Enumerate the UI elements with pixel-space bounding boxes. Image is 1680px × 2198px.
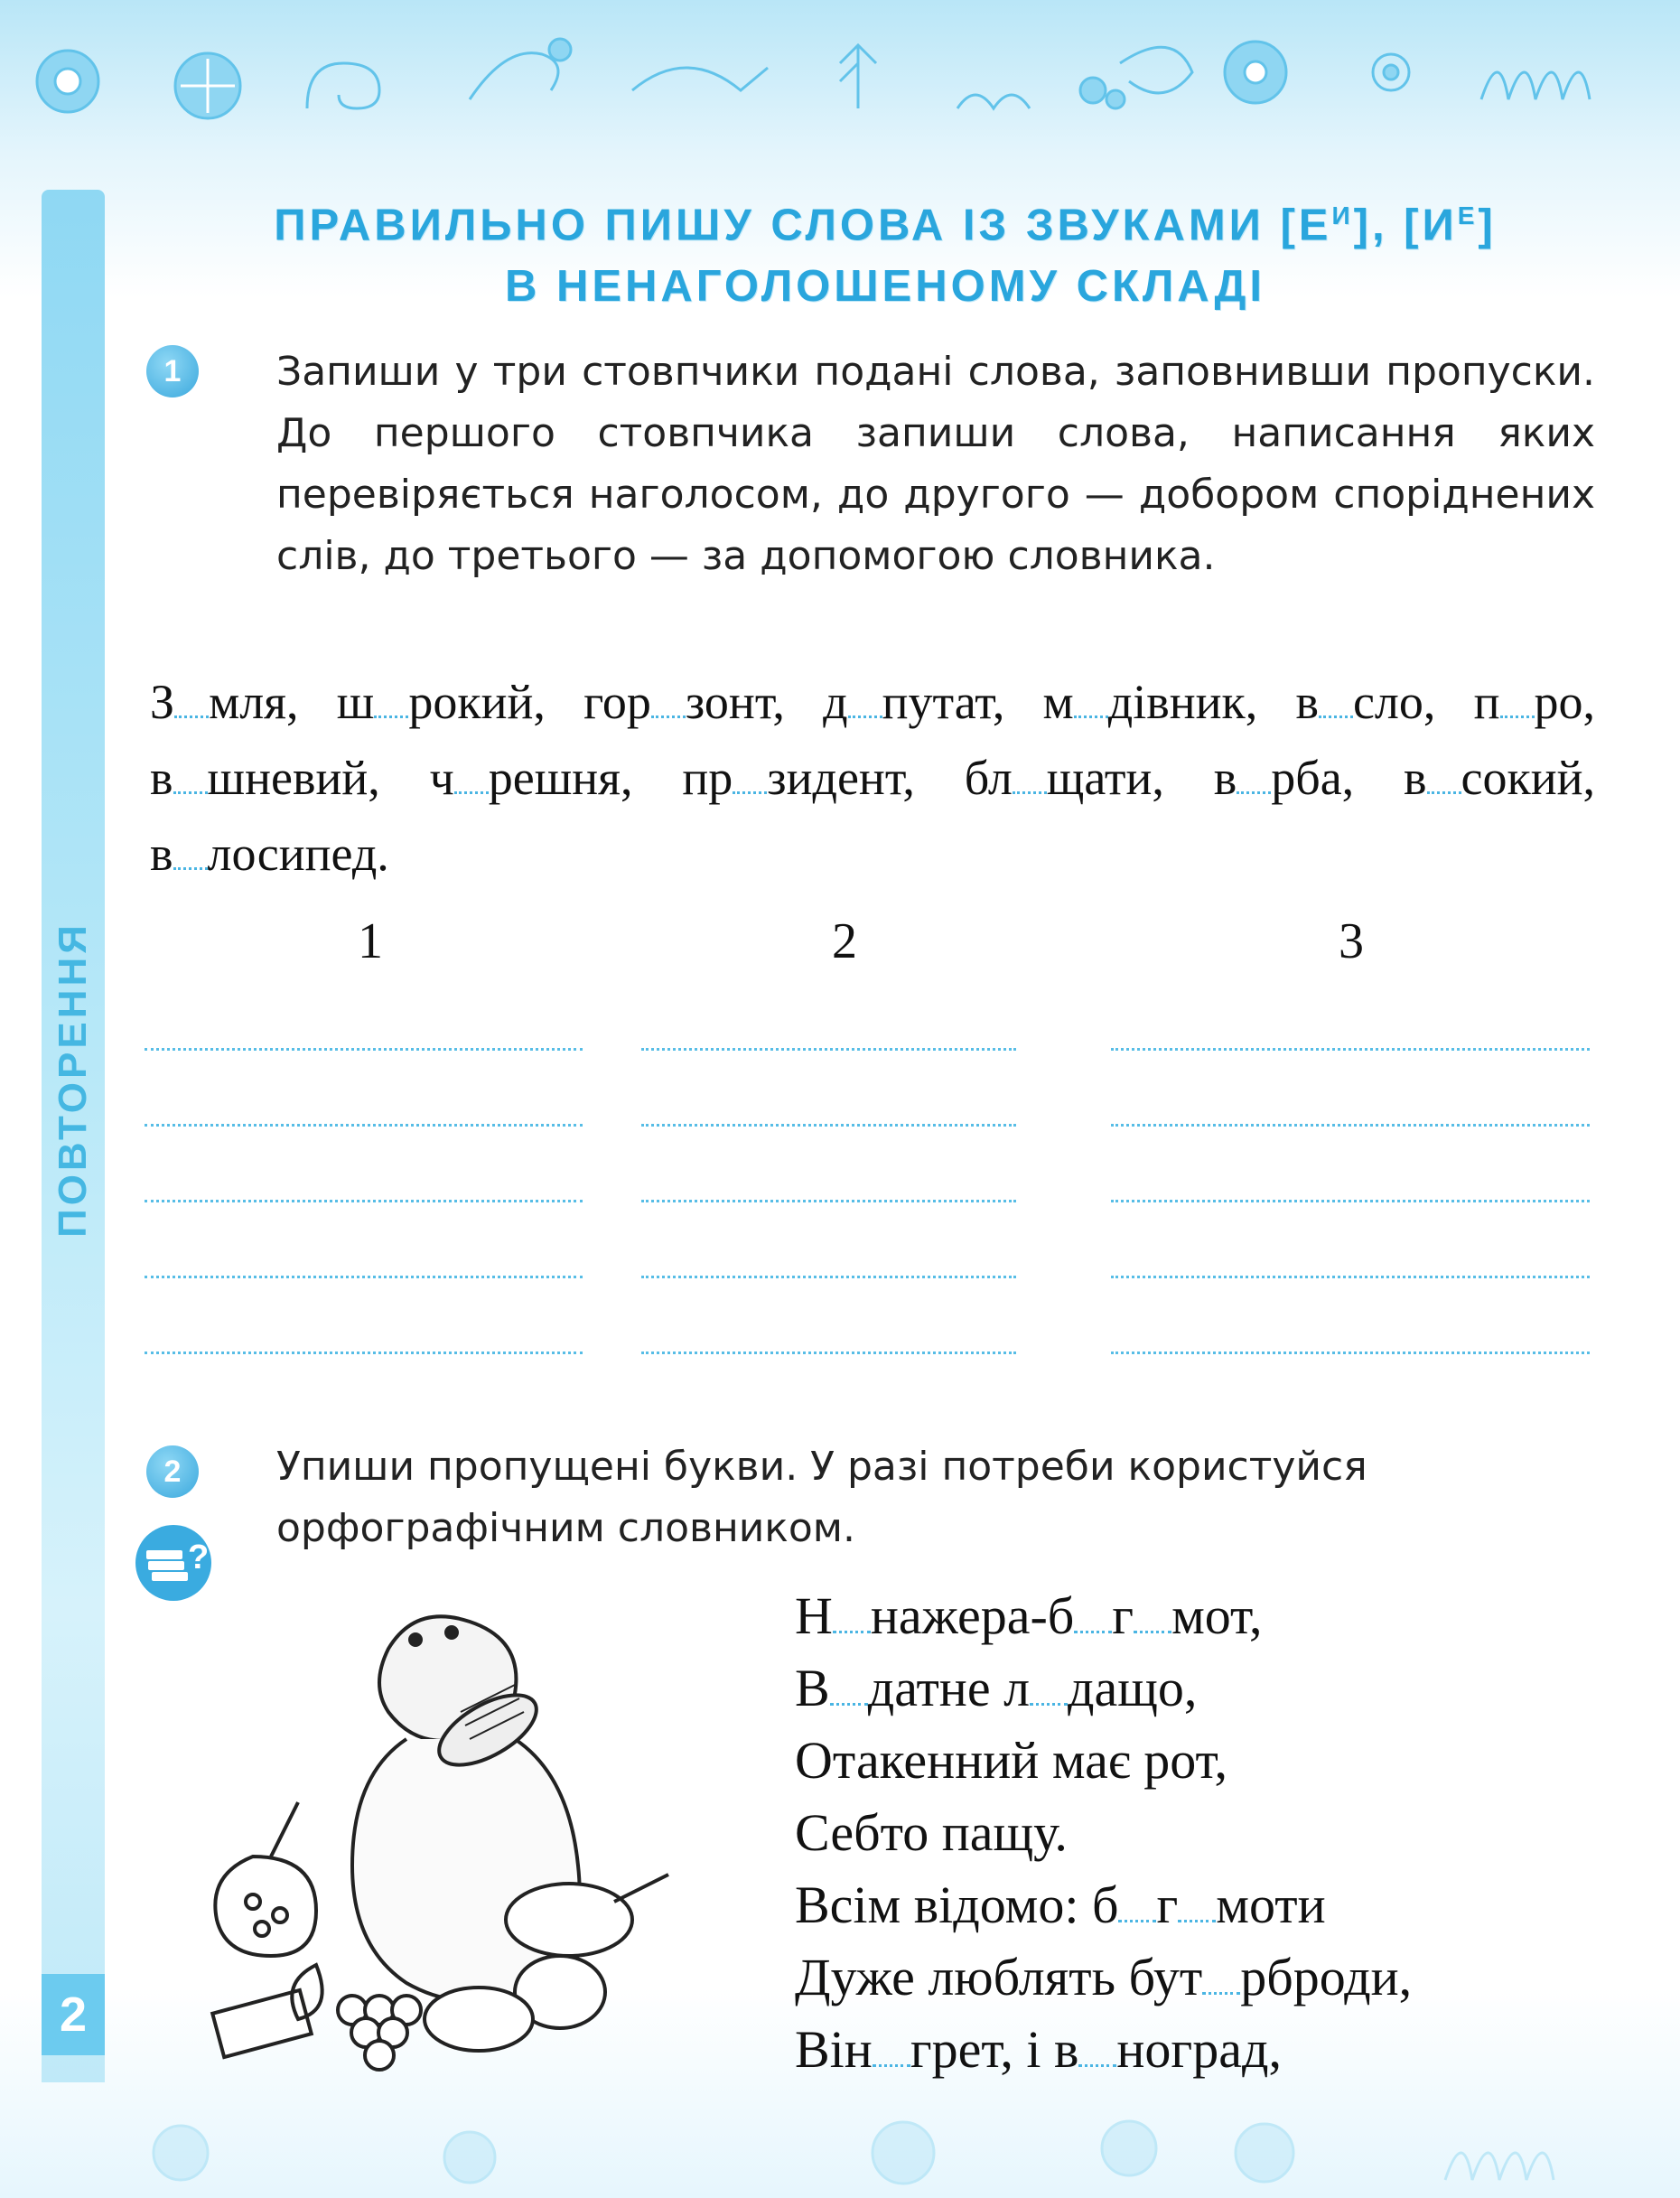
answer-line-col-2[interactable]	[641, 1352, 1016, 1354]
hippo-eating-illustration	[181, 1585, 686, 2091]
header-ornaments	[0, 0, 1680, 136]
letter-gap[interactable]	[1013, 755, 1047, 794]
word-with-gap	[823, 675, 1042, 729]
poem-text: мот,	[1171, 1586, 1263, 1645]
poem-text: нажера-б	[870, 1586, 1075, 1645]
word-part: путат,	[882, 675, 1043, 729]
page-title	[163, 185, 1608, 317]
poem-text: моти	[1216, 1875, 1326, 1934]
poem-text: Н	[795, 1586, 833, 1645]
word-part: пр	[682, 751, 733, 805]
word-part: рокий,	[408, 675, 584, 729]
letter-gap[interactable]	[733, 755, 767, 794]
poem-line	[795, 1875, 1326, 1935]
word-part: решня,	[488, 751, 683, 805]
poem-text: Він	[795, 2020, 873, 2079]
answer-line-col-1[interactable]	[145, 1200, 583, 1202]
answer-line-col-1[interactable]	[145, 1352, 583, 1354]
task-1-words	[150, 664, 1595, 892]
page-number: 2	[42, 1974, 105, 2055]
word-part: гор	[583, 675, 651, 729]
answer-line-col-2[interactable]	[641, 1048, 1016, 1051]
footer-ornaments	[0, 2090, 1680, 2198]
word-with-gap	[1214, 751, 1404, 805]
poem-line	[795, 1658, 1197, 1718]
poem-line	[795, 1585, 1263, 1646]
word-part: щати,	[1046, 751, 1214, 805]
poem-text: г	[1112, 1586, 1134, 1645]
answer-line-col-3[interactable]	[1111, 1124, 1590, 1127]
word-part: ч	[429, 751, 454, 805]
task-number-badge: 2	[146, 1445, 199, 1498]
word-with-gap	[150, 751, 430, 805]
poem-text: г	[1156, 1875, 1179, 1934]
poem-line	[795, 1802, 1068, 1863]
poem-line	[795, 2019, 1282, 2080]
poem-text: В	[795, 1659, 830, 1717]
poem-line	[795, 1947, 1412, 2007]
letter-gap[interactable]	[873, 2028, 910, 2067]
letter-gap[interactable]	[1078, 2028, 1116, 2067]
poem-text: Дуже люблять бут	[795, 1948, 1203, 2006]
word-part: шневий,	[207, 751, 430, 805]
answer-line-col-1[interactable]	[145, 1276, 583, 1278]
poem-text: рброди,	[1240, 1948, 1413, 2006]
word-with-gap	[682, 751, 964, 805]
letter-gap[interactable]	[1074, 679, 1108, 718]
word-part: ш	[336, 675, 375, 729]
poem-text: датне л	[867, 1659, 1031, 1717]
word-part: в	[1404, 751, 1427, 805]
word-part: дівник,	[1107, 675, 1296, 729]
poem-text: Отакенний має рот,	[795, 1731, 1227, 1790]
title-line-2: В НЕНАГОЛОШЕНОМУ СКЛАДІ	[504, 262, 1266, 312]
word-part: рба,	[1271, 751, 1404, 805]
word-with-gap	[965, 751, 1214, 805]
svg-text:?: ?	[188, 1539, 210, 1576]
letter-gap[interactable]	[1500, 679, 1535, 718]
letter-gap[interactable]	[1319, 679, 1353, 718]
word-with-gap	[1474, 675, 1595, 729]
word-part: З	[150, 675, 175, 729]
task-number-badge: 1	[146, 345, 199, 398]
column-heading-3: 3	[1339, 913, 1364, 969]
word-part: лосипед.	[207, 827, 389, 881]
letter-gap[interactable]	[1178, 1884, 1216, 1922]
title-line-1: ПРАВИЛЬНО ПИШУ СЛОВА ІЗ ЗВУКАМИ $[Е^И]$, $[И^Е]$	[274, 201, 1497, 250]
task-2-instruction: Упиши пропущені букви. У разі потреби користуйся орфографічним словником.	[276, 1444, 1367, 1551]
word-with-gap	[1043, 675, 1296, 729]
poem-line	[795, 1730, 1227, 1791]
column-heading-2: 2	[832, 913, 857, 969]
word-part: сокий,	[1461, 751, 1595, 805]
answer-line-col-3[interactable]	[1111, 1048, 1590, 1051]
answer-line-col-2[interactable]	[641, 1276, 1016, 1278]
word-part: д	[823, 675, 848, 729]
word-part: п	[1473, 675, 1500, 729]
answer-line-col-3[interactable]	[1111, 1200, 1590, 1202]
word-part: зонт,	[685, 675, 824, 729]
answer-line-col-2[interactable]	[641, 1124, 1016, 1127]
letter-gap[interactable]	[1202, 1956, 1240, 1995]
task-1-instruction: Запиши у три стовпчики подані слова, заповнивши пропуски. До першого стовпчика запиши слова, написання яких перевіряється наголосом, до другого — добором споріднених слів, до третього — за допомогою словника.	[276, 349, 1595, 579]
poem-text: Себто пащу.	[795, 1803, 1068, 1862]
word-part: сло,	[1352, 675, 1474, 729]
letter-gap[interactable]	[173, 755, 208, 794]
word-with-gap	[583, 675, 823, 729]
word-part: ро,	[1534, 675, 1595, 729]
letter-gap[interactable]	[173, 831, 208, 870]
letter-gap[interactable]	[454, 755, 489, 794]
letter-gap[interactable]	[830, 1667, 868, 1706]
poem-text: Всім відомо: б	[795, 1875, 1119, 1934]
word-part: в	[150, 827, 173, 881]
answer-line-col-1[interactable]	[145, 1048, 583, 1051]
word-part: зидент,	[767, 751, 965, 805]
word-with-gap	[1295, 675, 1473, 729]
word-with-gap	[430, 751, 683, 805]
letter-gap[interactable]	[1134, 1595, 1171, 1633]
word-part: м	[1042, 675, 1074, 729]
answer-line-col-2[interactable]	[641, 1200, 1016, 1202]
answer-line-col-3[interactable]	[1111, 1352, 1590, 1354]
section-label: ПОВТОРЕННЯ	[51, 921, 95, 1238]
letter-gap[interactable]	[1427, 755, 1461, 794]
word-part: в	[1295, 675, 1319, 729]
letter-gap[interactable]	[1030, 1667, 1068, 1706]
letter-gap[interactable]	[374, 679, 408, 718]
column-heading-1: 1	[358, 913, 383, 969]
word-with-gap	[337, 675, 583, 729]
letter-gap[interactable]	[848, 679, 882, 718]
answer-line-col-3[interactable]	[1111, 1276, 1590, 1278]
letter-gap[interactable]	[833, 1595, 871, 1633]
word-with-gap	[1404, 751, 1595, 805]
letter-gap[interactable]	[1074, 1595, 1112, 1633]
poem-text: дащо,	[1068, 1659, 1198, 1717]
poem-text: грет, і в	[910, 2020, 1079, 2079]
letter-gap[interactable]	[1237, 755, 1271, 794]
word-part: мля,	[209, 675, 337, 729]
word-part: в	[1213, 751, 1237, 805]
word-with-gap	[150, 827, 389, 881]
letter-gap[interactable]	[651, 679, 686, 718]
word-part: бл	[964, 751, 1013, 805]
letter-gap[interactable]	[1118, 1884, 1156, 1922]
poem-text: ноград,	[1116, 2020, 1282, 2079]
word-with-gap	[150, 675, 337, 729]
word-part: в	[150, 751, 173, 805]
answer-line-col-1[interactable]	[145, 1124, 583, 1127]
letter-gap[interactable]	[174, 679, 209, 718]
